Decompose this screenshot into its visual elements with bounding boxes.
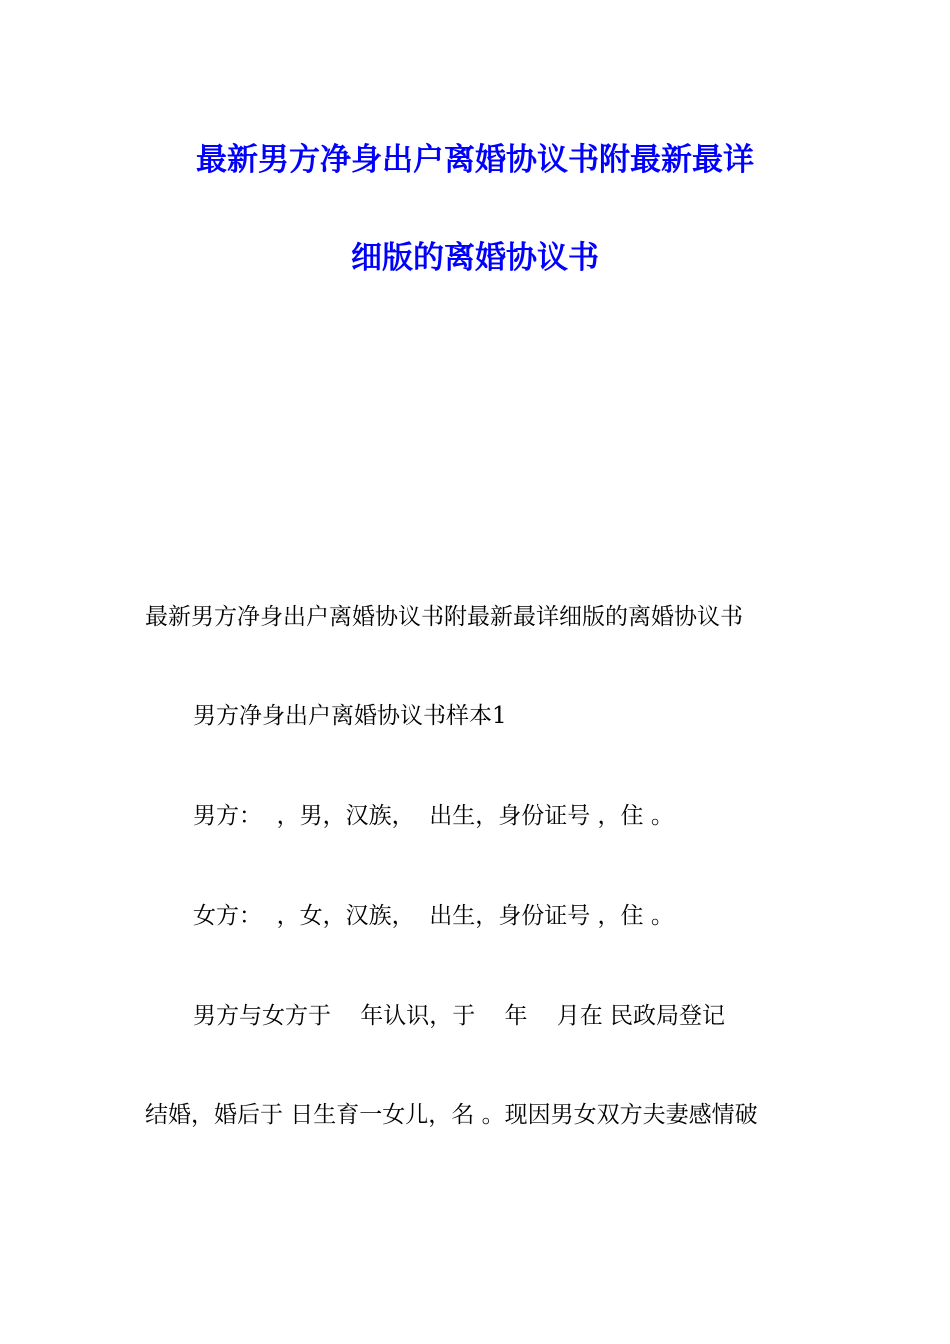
- male-party-line: 男方： ，男，汉族， 出生，身份证号 ，住 。: [193, 803, 674, 829]
- sample-heading: 男方净身出户离婚协议书样本1: [193, 703, 507, 729]
- document-heading-repeat: 最新男方净身出户离婚协议书附最新最详细版的离婚协议书: [145, 604, 743, 630]
- document-title-line-1: 最新男方净身出户离婚协议书附最新最详: [196, 142, 754, 178]
- marriage-details-line: 结婚，婚后于 日生育一女儿，名 。现因男女双方夫妻感情破: [145, 1102, 758, 1128]
- female-party-line: 女方： ，女，汉族， 出生，身份证号 ，住 。: [193, 903, 674, 929]
- document-title-line-2: 细版的离婚协议书: [351, 240, 599, 276]
- marriage-registration-line: 男方与女方于 年认识，于 年 月在 民政局登记: [193, 1003, 726, 1029]
